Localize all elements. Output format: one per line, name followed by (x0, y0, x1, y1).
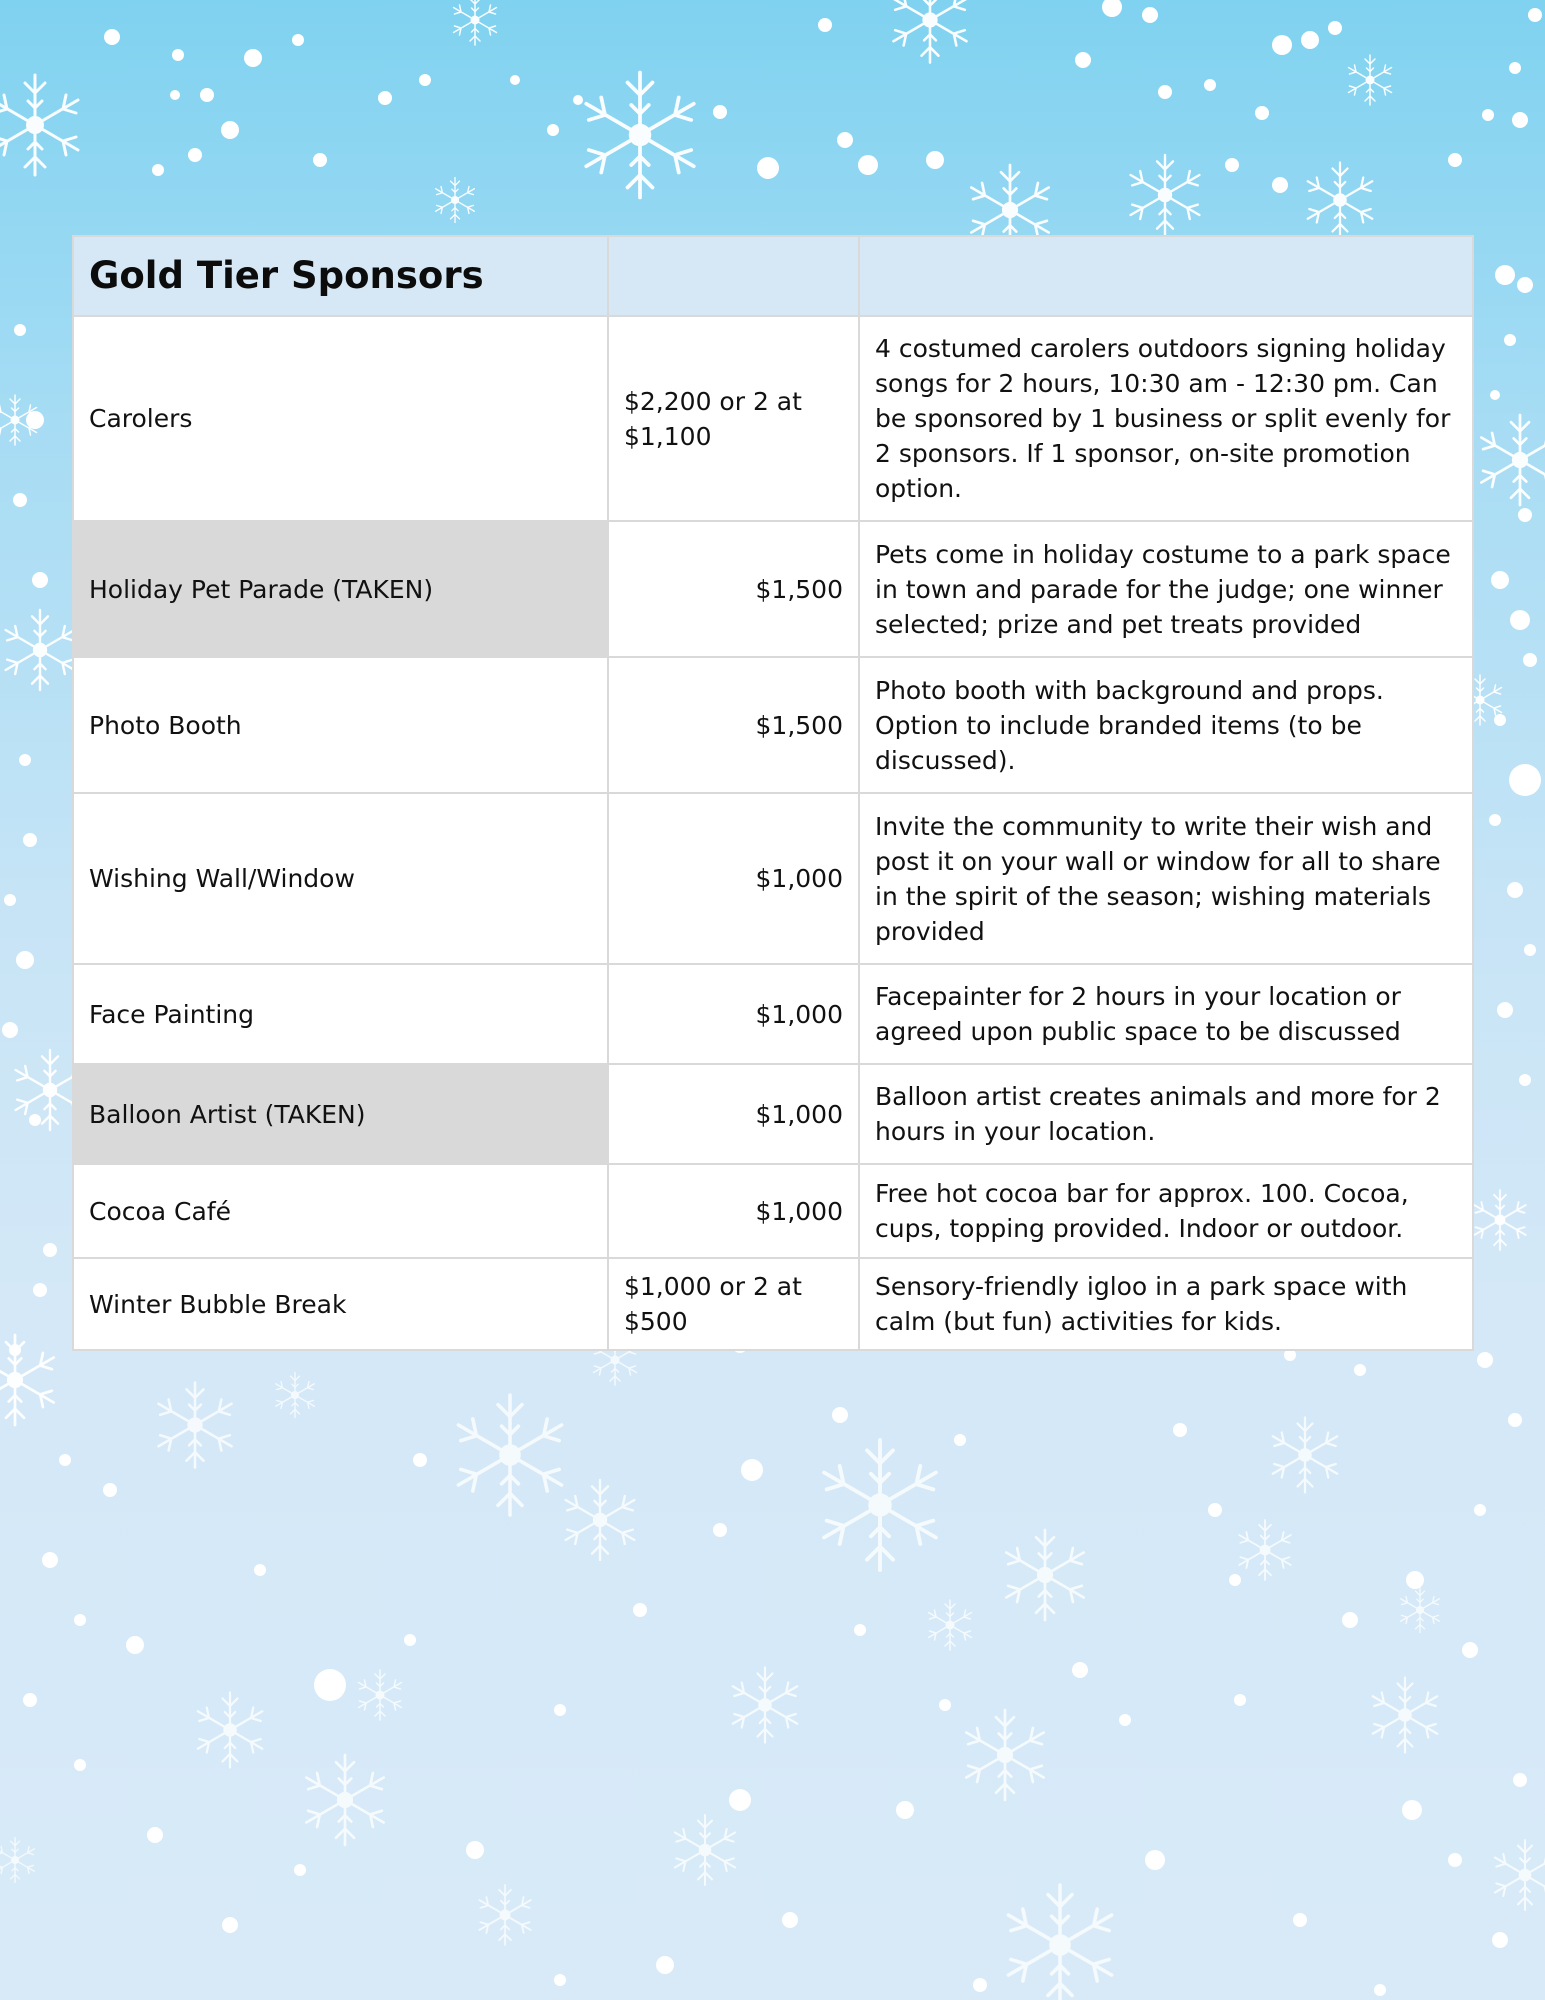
sponsor-description: Sensory-friendly igloo in a park space with calm (but fun) activities for kids. (859, 1258, 1473, 1350)
table-title-cell (73, 236, 608, 316)
table-row (73, 1064, 1473, 1164)
table-header-row (73, 236, 1473, 316)
sponsor-description: Facepainter for 2 hours in your location or agreed upon public space to be discussed (859, 964, 1473, 1064)
sponsor-price: $1,000 (608, 1064, 859, 1164)
sponsor-name: Carolers (73, 316, 608, 521)
table-row (73, 964, 1473, 1064)
table-row (73, 657, 1473, 793)
table-row (73, 1164, 1473, 1258)
sponsor-name: Balloon Artist (TAKEN) (73, 1064, 608, 1164)
gold-tier-sponsor-table (72, 235, 1474, 1351)
tier-title: Gold Tier Sponsors (89, 254, 484, 297)
table-row (73, 316, 1473, 521)
sponsor-description: Balloon artist creates animals and more for 2 hours in your location. (859, 1064, 1473, 1164)
sponsor-price: $2,200 or 2 at $1,100 (608, 316, 859, 521)
sponsor-description: 4 costumed carolers outdoors signing holiday songs for 2 hours, 10:30 am - 12:30 pm. Can be sponsored by 1 business or split evenly for 2 sponsors. If 1 sponsor, on-site promotion option. (859, 316, 1473, 521)
sponsor-price: $1,000 (608, 793, 859, 964)
sponsor-description: Pets come in holiday costume to a park space in town and parade for the judge; one winner selected; prize and pet treats provided (859, 521, 1473, 657)
table-row (73, 793, 1473, 964)
sponsor-price: $1,000 (608, 1164, 859, 1258)
sponsor-name: Photo Booth (73, 657, 608, 793)
table-row (73, 1258, 1473, 1350)
sponsor-name: Cocoa Café (73, 1164, 608, 1258)
table-row (73, 521, 1473, 657)
sponsor-price: $1,500 (608, 657, 859, 793)
sponsor-description: Photo booth with background and props. Option to include branded items (to be discussed). (859, 657, 1473, 793)
sponsor-description: Invite the community to write their wish and post it on your wall or window for all to share in the spirit of the season; wishing materials provided (859, 793, 1473, 964)
sponsor-price: $1,000 (608, 964, 859, 1064)
sponsor-description: Free hot cocoa bar for approx. 100. Cocoa, cups, topping provided. Indoor or outdoor. (859, 1164, 1473, 1258)
sponsor-name: Face Painting (73, 964, 608, 1064)
header-empty-cell (608, 236, 859, 316)
sponsor-name: Holiday Pet Parade (TAKEN) (73, 521, 608, 657)
sponsor-name: Winter Bubble Break (73, 1258, 608, 1350)
sponsor-name: Wishing Wall/Window (73, 793, 608, 964)
header-empty-cell (859, 236, 1473, 316)
sponsor-price: $1,500 (608, 521, 859, 657)
sponsor-price: $1,000 or 2 at $500 (608, 1258, 859, 1350)
